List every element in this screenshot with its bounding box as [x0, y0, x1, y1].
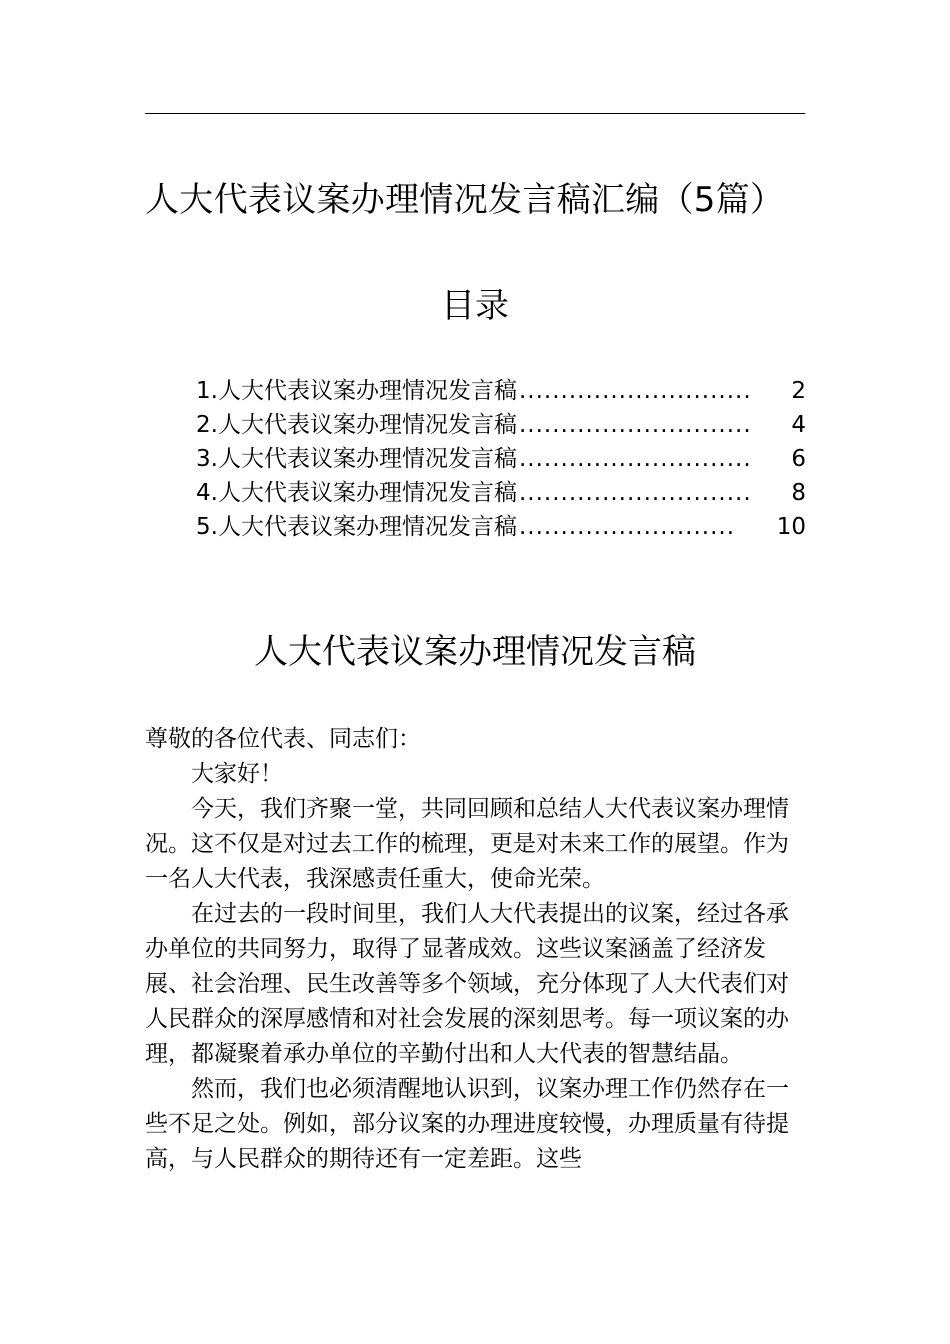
- table-of-contents: [196, 374, 806, 544]
- toc-heading: 目录: [441, 286, 509, 326]
- document-title: 人大代表议案办理情况发言稿汇编（5篇）: [145, 180, 785, 220]
- toc-entry-title: 人大代表议案办理情况发言稿: [217, 378, 517, 404]
- toc-leader-dots: ............................: [518, 480, 752, 506]
- toc-entry-number: 3.: [196, 446, 218, 472]
- toc-entry-number: 5.: [196, 514, 218, 540]
- toc-entry-number: 4.: [196, 480, 218, 506]
- toc-entry-number: 1.: [196, 378, 218, 404]
- toc-entry-page: 6: [791, 446, 806, 472]
- toc-entry[interactable]: [196, 510, 806, 544]
- toc-entry[interactable]: [196, 442, 806, 476]
- greeting-paragraph: 大家好！: [191, 761, 283, 787]
- toc-entry-title: 人大代表议案办理情况发言稿: [217, 412, 517, 438]
- toc-entry[interactable]: [196, 476, 806, 510]
- toc-entry[interactable]: [196, 408, 806, 442]
- toc-leader-dots: ..........................: [518, 514, 736, 540]
- toc-entry-title: 人大代表议案办理情况发言稿: [217, 514, 517, 540]
- toc-entry-number: 2.: [196, 412, 218, 438]
- body-paragraph: 在过去的一段时间里，我们人大代表提出的议案，经过各承办单位的共同努力，取得了显著成效。这些议案涵盖了经济发展、社会治理、民生改善等多个领域，充分体现了人大代表们对人民群众的深厚感情和对社会发展的深刻思考。每一项议案的办理，都凝聚着承办单位的辛勤付出和人大代表的智慧结晶。: [145, 901, 789, 1067]
- header-rule: [145, 113, 805, 114]
- toc-entry-title: 人大代表议案办理情况发言稿: [217, 480, 517, 506]
- salutation: 尊敬的各位代表、同志们：: [145, 726, 421, 752]
- toc-leader-dots: ............................: [518, 378, 752, 404]
- toc-entry-title: 人大代表议案办理情况发言稿: [217, 446, 517, 472]
- body-paragraph: 然而，我们也必须清醒地认识到，议案办理工作仍然存在一些不足之处。例如，部分议案的办理进度较慢，办理质量有待提高，与人民群众的期待还有一定差距。这些: [145, 1076, 789, 1172]
- toc-entry-page: 8: [791, 480, 806, 506]
- toc-leader-dots: ............................: [518, 412, 752, 438]
- toc-entry[interactable]: [196, 374, 806, 408]
- section-title: 人大代表议案办理情况发言稿: [254, 632, 696, 672]
- toc-entry-page: 2: [791, 378, 806, 404]
- toc-leader-dots: ............................: [518, 446, 752, 472]
- body-paragraph: 今天，我们齐聚一堂，共同回顾和总结人大代表议案办理情况。这不仅是对过去工作的梳理，更是对未来工作的展望。作为一名人大代表，我深感责任重大，使命光荣。: [145, 796, 789, 892]
- toc-entry-page: 10: [776, 514, 806, 540]
- speech-body: [145, 722, 805, 1177]
- toc-entry-page: 4: [791, 412, 806, 438]
